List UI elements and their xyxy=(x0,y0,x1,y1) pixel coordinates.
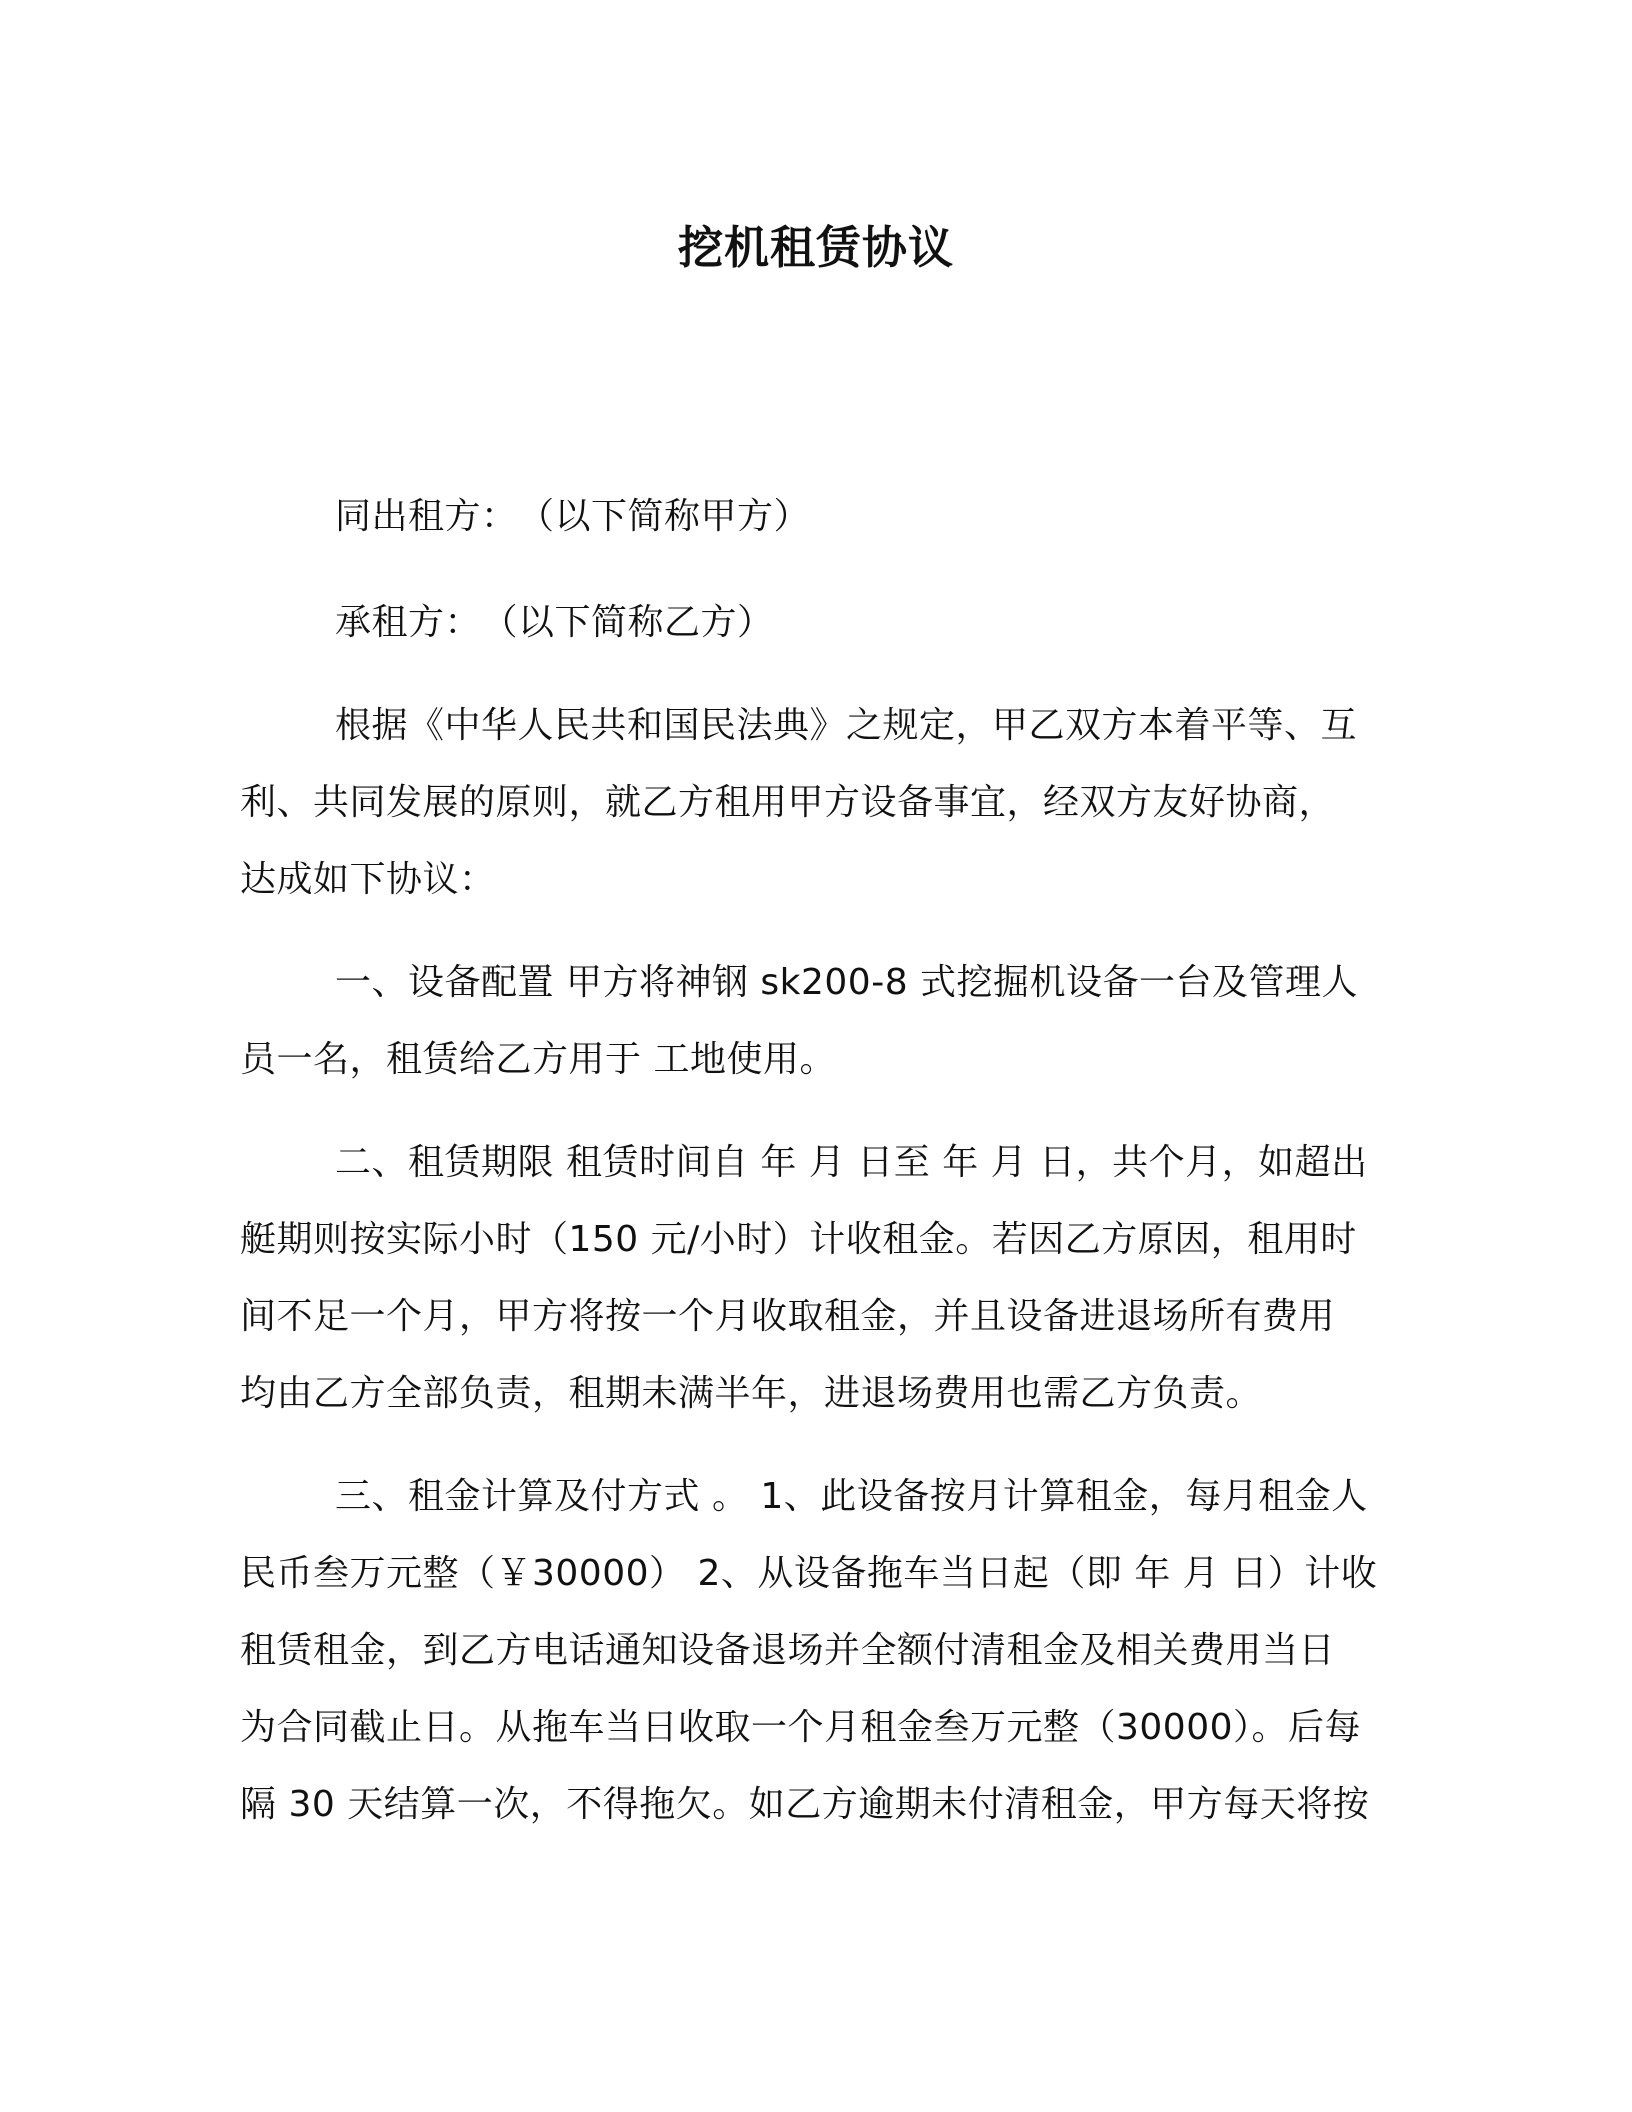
clause-3-line-3: 租赁租金，到乙方电话通知设备退场并全额付清租金及相关费用当日 xyxy=(240,1630,1336,1671)
lessee-line: 承租方： （以下简称乙方） xyxy=(335,602,774,643)
lessor-line: 同出租方： （以下简称甲方） xyxy=(335,496,811,537)
document-title: 挖机租赁协议 xyxy=(677,221,954,274)
clause-1-line-1: 一、设备配置 甲方将神钢 sk200-8 式挖掘机设备一台及管理人 xyxy=(335,962,1359,1003)
clause-3-line-2: 民币叁万元整（￥30000） 2、从设备拖车当日起（即 年 月 日）计收 xyxy=(240,1553,1378,1594)
clause-2-line-1: 二、租赁期限 租赁时间自 年 月 日至 年 月 日，共个月，如超出 xyxy=(335,1142,1368,1183)
preamble-line-3: 达成如下协议： xyxy=(240,859,496,900)
clause-3-line-1: 三、租金计算及付方式 。 1、此设备按月计算租金，每月租金人 xyxy=(335,1476,1368,1517)
clause-2-line-3: 间不足一个月，甲方将按一个月收取租金，并且设备进退场所有费用 xyxy=(240,1296,1336,1337)
clause-3-line-4: 为合同截止日。从拖车当日收取一个月租金叁万元整（30000）。后每 xyxy=(240,1707,1362,1748)
clause-1-line-2: 员一名，租赁给乙方用于 工地使用。 xyxy=(240,1039,836,1080)
clause-2-line-4: 均由乙方全部负责，租期未满半年，进退场费用也需乙方负责。 xyxy=(240,1373,1263,1414)
clause-2-line-2: 艇期则按实际小时（150 元/小时）计收租金。若因乙方原因，租用时 xyxy=(240,1219,1357,1260)
clause-3-line-5: 隔 30 天结算一次，不得拖欠。如乙方逾期未付清租金，甲方每天将按 xyxy=(240,1784,1370,1825)
preamble-line-1: 根据《中华人民共和国民法典》之规定，甲乙双方本着平等、互 xyxy=(335,705,1358,746)
preamble-line-2: 利、共同发展的原则，就乙方租用甲方设备事宜，经双方友好协商， xyxy=(240,782,1336,823)
